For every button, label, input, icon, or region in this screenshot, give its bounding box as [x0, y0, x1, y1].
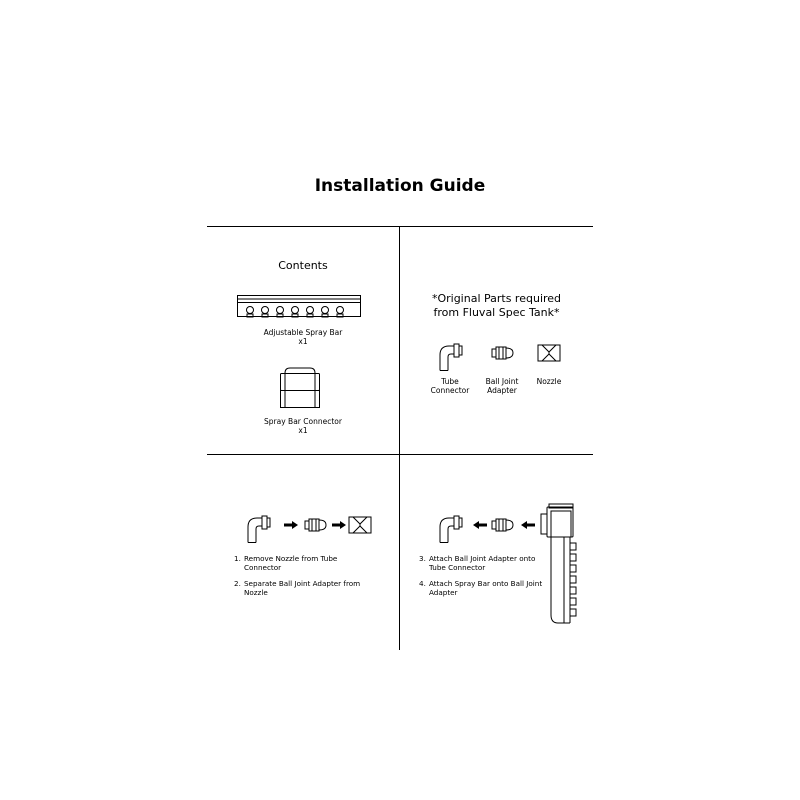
nozzle-icon [537, 344, 561, 362]
nozzle-icon [348, 516, 372, 534]
divider-vertical [399, 226, 400, 650]
connector-name: Spray Bar Connector [264, 417, 342, 426]
ball-joint-adapter-icon [491, 346, 515, 360]
spray-bar-label [207, 328, 399, 346]
step-number: 2. [234, 579, 241, 589]
tube-connector-label-1: Tube [441, 377, 459, 386]
steps-right [419, 555, 543, 605]
nozzle-label-1: Nozzle [536, 377, 562, 386]
ball-joint-label-1: Ball Joint [485, 377, 519, 386]
step-4 [419, 580, 543, 597]
required-parts-heading [400, 292, 593, 320]
step-2 [234, 580, 372, 597]
arrow-right-icon [284, 521, 298, 529]
spray-bar-icon [237, 295, 361, 323]
steps-left [234, 555, 372, 605]
connector-label [207, 417, 399, 435]
divider-middle [207, 454, 593, 455]
tube-connector-label-2: Connector [430, 386, 470, 395]
tube-connector-icon [437, 515, 463, 543]
contents-heading: Contents [278, 259, 328, 272]
step-text: Attach Spray Bar onto Ball Joint Adapter [429, 579, 543, 597]
ball-joint-adapter-icon [491, 518, 515, 532]
step-number: 1. [234, 554, 241, 563]
step-3 [419, 555, 543, 572]
required-line-1: *Original Parts required [431, 292, 562, 305]
step-text: Separate Ball Joint Adapter from Nozzle [244, 579, 361, 597]
ball-joint-label-2: Adapter [487, 386, 517, 395]
tube-connector-icon [437, 343, 463, 371]
tube-connector-label [420, 377, 480, 395]
connector-qty: x1 [298, 426, 308, 435]
page-title: Installation Guide [314, 176, 486, 196]
nozzle-label [519, 377, 579, 386]
arrow-right-icon [332, 521, 346, 529]
step-text: Attach Ball Joint Adapter onto Tube Connector [429, 554, 536, 572]
step-1 [234, 555, 372, 572]
step-number: 3. [419, 554, 426, 563]
spray-bar-name: Adjustable Spray Bar [263, 328, 343, 337]
spray-bar-assembly-icon [540, 503, 578, 625]
divider-top [207, 226, 593, 227]
tube-connector-icon [245, 515, 271, 543]
arrow-left-icon [521, 521, 535, 529]
step-text: Remove Nozzle from Tube Connector [244, 554, 338, 572]
connector-icon [279, 367, 321, 409]
ball-joint-adapter-icon [304, 518, 328, 532]
step-number: 4. [419, 579, 426, 589]
spray-bar-qty: x1 [298, 337, 308, 346]
required-line-2: from Fluval Spec Tank* [433, 306, 560, 319]
arrow-left-icon [473, 521, 487, 529]
